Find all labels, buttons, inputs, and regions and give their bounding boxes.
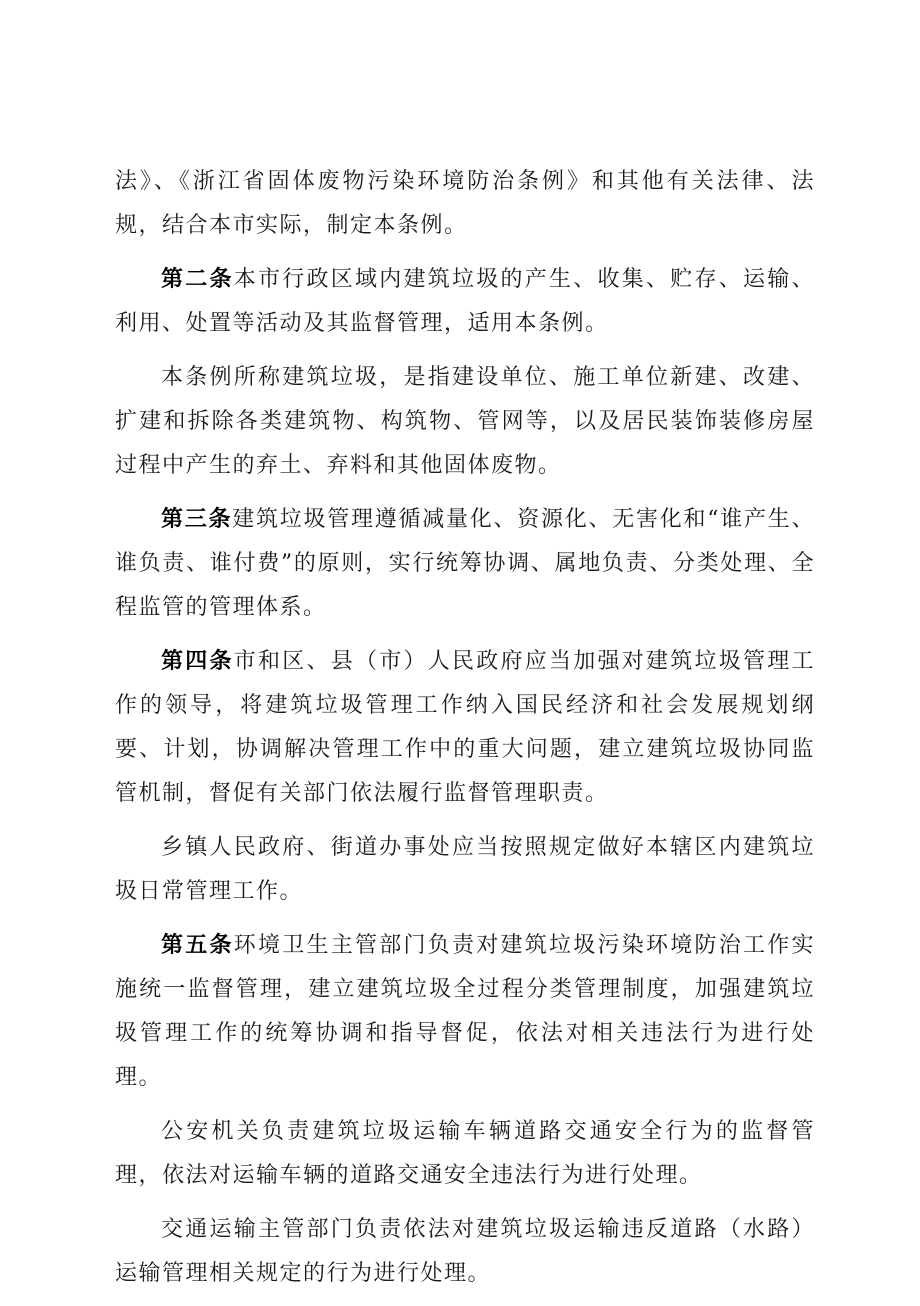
paragraph-text: 本市行政区域内建筑垃圾的产生、收集、贮存、运输、利用、处置等活动及其监督管理，适用本条例。 [115,267,815,336]
paragraph-text: 交通运输主管部门负责依法对建筑垃圾运输违反道路（水路）运输管理相关规定的行为进行处理。 [115,1217,815,1286]
paragraph-article-4-township [115,826,815,914]
paragraph-text: 本条例所称建筑垃圾，是指建设单位、施工单位新建、改建、扩建和拆除各类建筑物、构筑物、管网等，以及居民装饰装修房屋过程中产生的弃土、弃料和其他固体废物。 [115,365,815,478]
paragraph-article-5-police [115,1110,815,1198]
paragraph-article-3 [115,498,815,630]
paragraph-article-4 [115,640,815,816]
article-number: 第四条 [161,649,234,674]
document-body [115,160,815,1306]
paragraph-article-2-definition [115,356,815,488]
article-number: 第五条 [161,933,234,958]
paragraph-text: 市和区、县（市）人民政府应当加强对建筑垃圾管理工作的领导，将建筑垃圾管理工作纳入国民经济和社会发展规划纲要、计划，协调解决管理工作中的重大问题，建立建筑垃圾协同监管机制，督促有关部门依法履行监督管理职责。 [115,649,815,806]
article-number: 第三条 [161,507,233,532]
paragraph-text: 环境卫生主管部门负责对建筑垃圾污染环境防治工作实施统一监督管理，建立建筑垃圾全过程分类管理制度，加强建筑垃圾管理工作的统筹协调和指导督促，依法对相关违法行为进行处理。 [115,933,815,1090]
paragraph-preamble-end [115,160,815,248]
paragraph-text: 乡镇人民政府、街道办事处应当按照规定做好本辖区内建筑垃圾日常管理工作。 [115,835,815,904]
paragraph-article-5 [115,924,815,1100]
paragraph-article-2 [115,258,815,346]
paragraph-article-5-transport [115,1208,815,1296]
paragraph-text: 法》、《浙江省固体废物污染环境防治条例》和其他有关法律、法规，结合本市实际，制定本条例。 [115,169,815,238]
article-number: 第二条 [161,267,234,292]
paragraph-text: 建筑垃圾管理遵循减量化、资源化、无害化和“谁产生、谁负责、谁付费”的原则，实行统筹协调、属地负责、分类处理、全程监管的管理体系。 [115,507,815,620]
paragraph-text: 公安机关负责建筑垃圾运输车辆道路交通安全行为的监督管理，依法对运输车辆的道路交通安全违法行为进行处理。 [115,1119,815,1188]
